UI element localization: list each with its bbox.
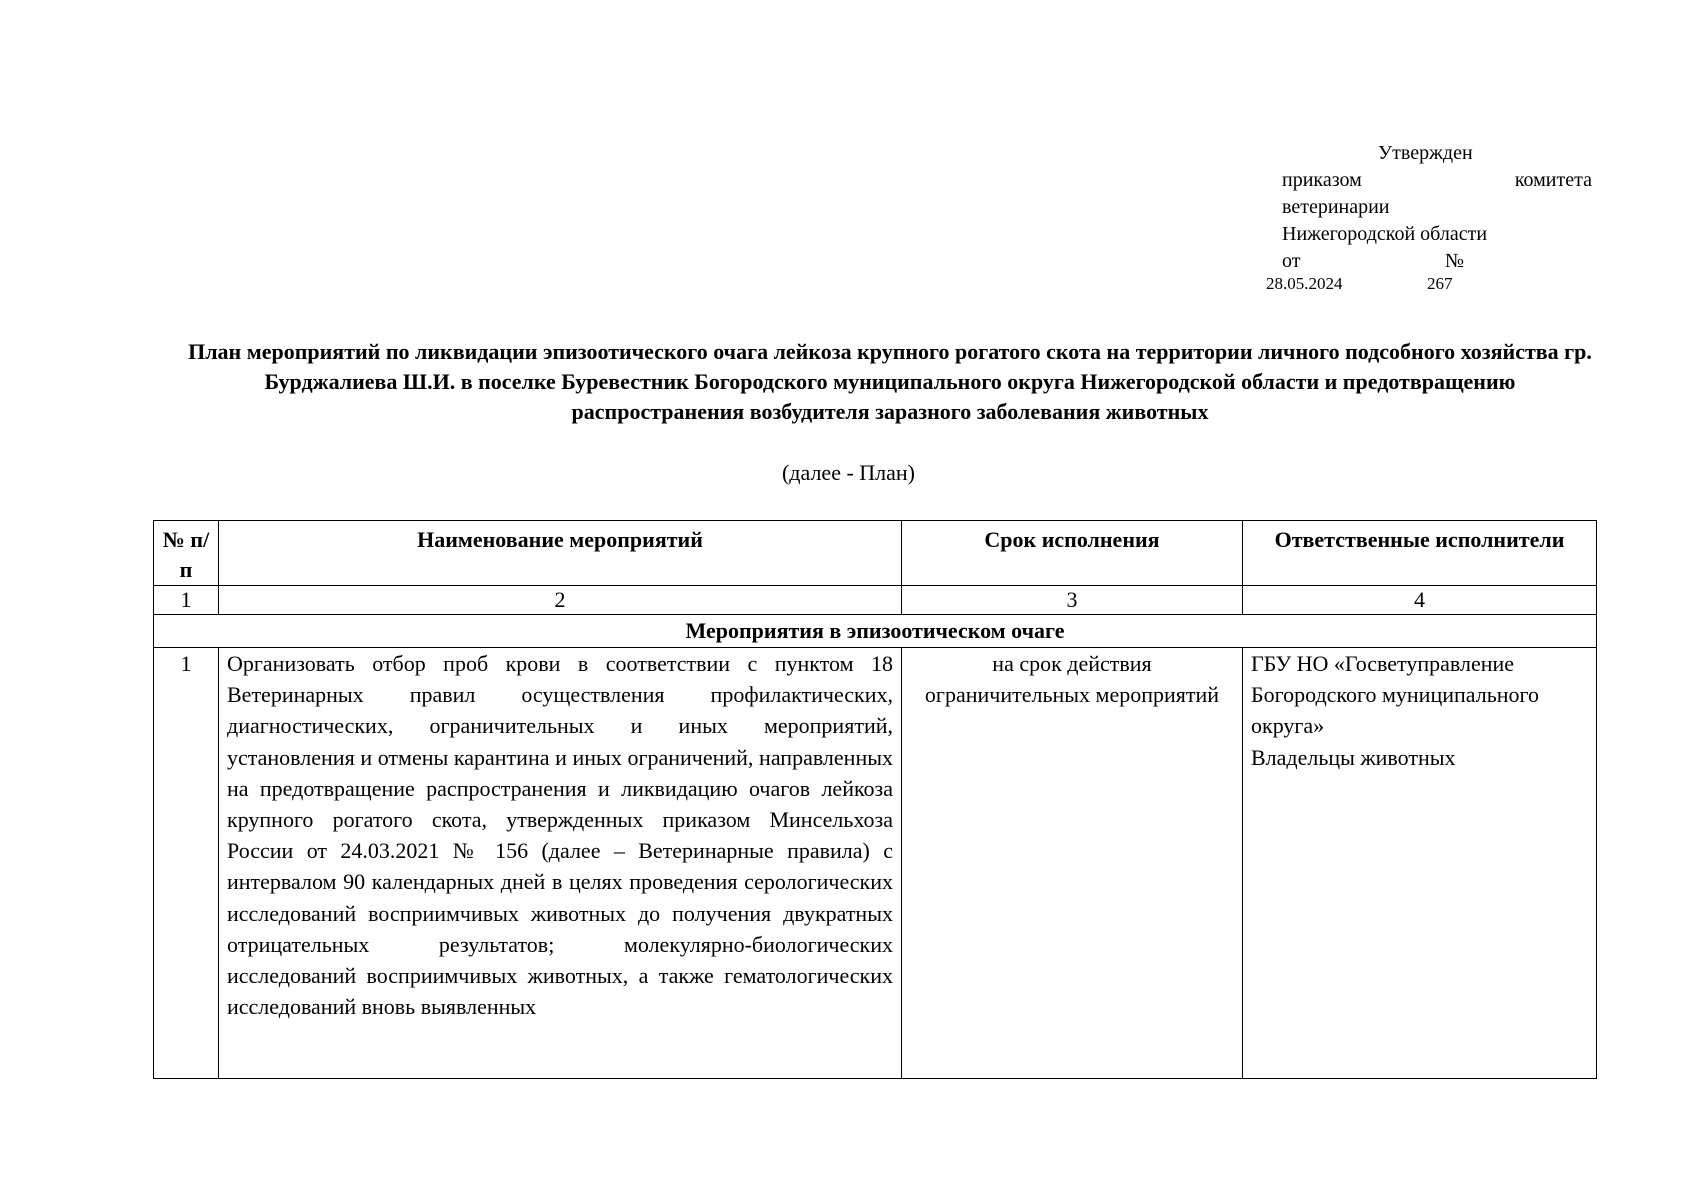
header-number: № п/п [154, 521, 219, 586]
header-responsible: Ответственные исполнители [1243, 521, 1597, 586]
approval-line-order [1282, 167, 1592, 194]
approval-order-word: приказом [1282, 169, 1362, 191]
column-number-1: 1 [154, 586, 219, 615]
table-row [154, 648, 1597, 1079]
header-deadline: Срок исполнения [902, 521, 1243, 586]
document-subtitle: (далее - План) [781, 460, 916, 485]
approval-number-sign: № [1444, 250, 1464, 272]
plan-table [153, 520, 1597, 1079]
column-number-row [154, 586, 1597, 615]
header-activity: Наименование мероприятий [219, 521, 902, 586]
document-title: План мероприятий по ликвидации эпизоотического очага лейкоза крупного рогатого скота на территории личного подсобного хозяйства гр. Бурджалиева Ш.И. в поселке Буревестник Богородского муниципального округа Нижегородской области и предотвращению распространения возбудителя заразного заболевания животных [188, 339, 1592, 424]
approval-heading: Утвержден [1378, 142, 1473, 164]
row-term: на срок действия ограничительных мероприятий [902, 648, 1243, 1079]
column-number-4: 4 [1243, 586, 1597, 615]
row-responsible [1243, 648, 1597, 1079]
approval-committee-word: комитета [1514, 169, 1592, 191]
row-responsible-org: ГБУ НО «Госветуправление Богородского муниципального округа» [1251, 651, 1539, 739]
table-header-row [154, 521, 1597, 586]
column-number-2: 2 [219, 586, 902, 615]
row-description-cell [219, 648, 902, 1079]
column-number-3: 3 [902, 586, 1243, 615]
approval-line-region: Нижегородской области [1282, 223, 1488, 245]
approval-date: 28.05.2024 [1266, 274, 1343, 293]
row-description: Организовать отбор проб крови в соответствии с пунктом 18 Ветеринарных правил осуществления профилактических, диагностических, ограничительных и иных мероприятий, установления и отмены карантина и иных ограничений, направленных на предотвращение распространения и ликвидацию очагов лейкоза крупного рогатого скота, утвержденных приказом Минсельхоза России от 24.03.2021 № 156 (далее – Ветеринарные правила) с интервалом 90 календарных дней в целях проведения серологических исследований восприимчивых животных до получения двукратных отрицательных результатов; молекулярно-биологических исследований восприимчивых животных, а также гематологических исследований вновь выявленных [227, 651, 893, 1020]
approval-from-word: от [1282, 250, 1301, 272]
section-title: Мероприятия в эпизоотическом очаге [154, 615, 1597, 648]
approval-line-veterinary: ветеринарии [1282, 196, 1390, 218]
approval-number: 267 [1427, 274, 1453, 293]
row-responsible-owners: Владельцы животных [1251, 744, 1456, 770]
section-row [154, 615, 1597, 648]
row-number: 1 [154, 648, 219, 1079]
